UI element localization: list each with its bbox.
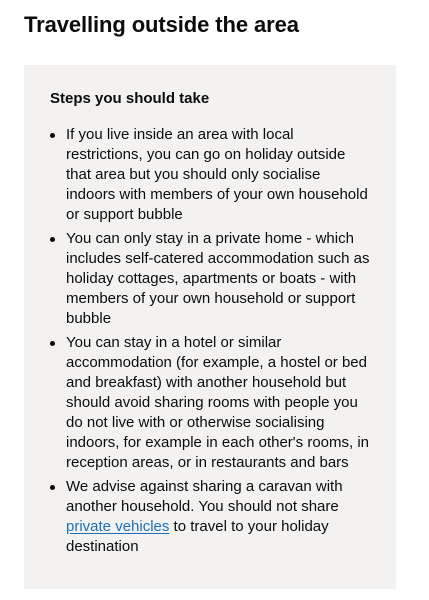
bullet-icon — [50, 133, 55, 138]
steps-panel — [24, 65, 396, 589]
private-vehicles-link[interactable]: private vehicles — [66, 518, 170, 535]
list-item-text-before: We advise against sharing a caravan with another household. You should not share — [66, 478, 343, 515]
list-item — [50, 477, 370, 557]
steps-list — [50, 125, 370, 557]
steps-heading: Steps you should take — [50, 90, 210, 107]
list-item-text: You can only stay in a private home - which includes self-catered accommodation such as holiday cottages, apartments or boats - with members of your own household or support bubble — [66, 230, 370, 327]
page-title: Travelling outside the area — [24, 12, 299, 37]
page-header — [24, 10, 396, 40]
list-item-text: You can stay in a hotel or similar accommodation (for example, a hostel or bed and breakfast) with another household but should avoid sharing rooms with people you do not live with or otherwise socialising indoors, for example in each other's rooms, in reception areas, or in restaurants and bars — [66, 334, 370, 471]
bullet-icon — [50, 237, 55, 242]
bullet-icon — [50, 485, 55, 490]
list-item — [50, 125, 370, 225]
bullet-icon — [50, 341, 55, 346]
list-item-text-after: to travel to your holiday destination — [66, 518, 329, 555]
list-item — [50, 333, 370, 473]
list-item-text: If you live inside an area with local restrictions, you can go on holiday outside that area but you should only socialise indoors with members of your own household or support bubble — [66, 126, 368, 223]
list-item — [50, 229, 370, 329]
